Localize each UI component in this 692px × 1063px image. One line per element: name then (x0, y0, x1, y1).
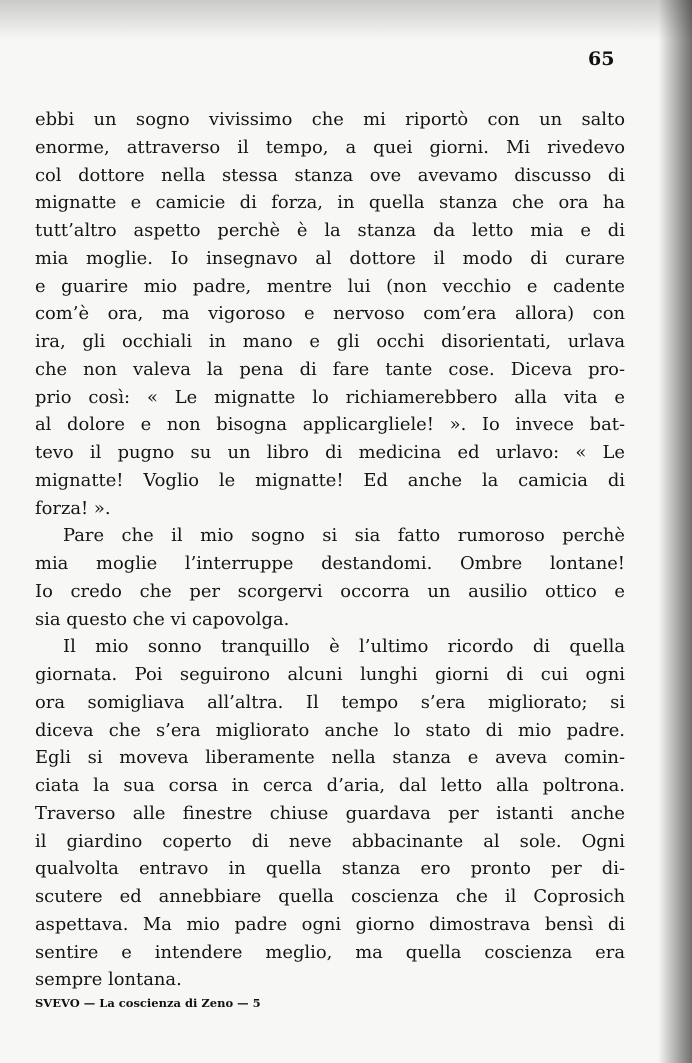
text-line: giornata. Poi seguirono alcuni lunghi giorni di cui ogni (35, 664, 625, 685)
body-text (35, 106, 625, 994)
text-line: Pare che il mio sogno si sia fatto rumoroso perchè (63, 525, 625, 547)
text-line: tutt’altro aspetto perchè è la stanza da letto mia e di (35, 220, 625, 241)
scan-edge-shadow (658, 0, 692, 1063)
text-line: mia moglie l’interruppe destandomi. Ombre lontane! (35, 553, 625, 574)
text-line: Egli si moveva liberamente nella stanza e aveva comin- (35, 747, 625, 769)
text-line: col dottore nella stessa stanza ove avevamo discusso di (35, 164, 625, 186)
text-line: mignatte e camicie di forza, in quella stanza che ora ha (35, 192, 625, 214)
text-line: sempre lontana. (35, 969, 182, 991)
text-line: ira, gli occhiali in mano e gli occhi disorientati, urlava (35, 331, 625, 352)
page-number: 65 (588, 48, 615, 70)
text-line: che non valeva la pena di fare tante cose. Diceva pro- (35, 358, 625, 380)
text-line: scutere ed annebbiare quella coscienza che il Coprosich (35, 886, 625, 907)
text-line: tevo il pugno su un libro di medicina ed urlavo: « Le (35, 442, 625, 463)
text-line: forza! ». (35, 497, 111, 519)
text-line: com’è ora, ma vigoroso e nervoso com’era allora) con (35, 303, 625, 325)
text-line: aspettava. Ma mio padre ogni giorno dimostrava bensì di (35, 913, 625, 935)
text-line: mignatte! Voglio le mignatte! Ed anche la camicia di (35, 469, 625, 491)
text-line: al dolore e non bisogna applicargliele! ». Io invece bat- (35, 414, 625, 436)
text-line: ora somigliava all’altra. Il tempo s’era migliorato; si (35, 691, 625, 713)
text-line: diceva che s’era migliorato anche lo stato di mio padre. (35, 719, 625, 741)
text-line: sia questo che vi capovolga. (35, 608, 290, 630)
text-line: prio così: « Le mignatte lo richiamerebbero alla vita e (35, 386, 625, 408)
text-line: Io credo che per scorgervi occorra un ausilio ottico e (35, 580, 625, 602)
text-line: il giardino coperto di neve abbacinante al sole. Ogni (35, 830, 625, 852)
text-line: Il mio sonno tranquillo è l’ultimo ricordo di quella (63, 636, 625, 658)
page-footer: SVEVO — La coscienza di Zeno — 5 (35, 996, 261, 1010)
text-line: sentire e intendere meglio, ma quella coscienza era (35, 941, 625, 963)
text-line: ebbi un sogno vivissimo che mi riportò con un salto (35, 109, 625, 130)
text-line: enorme, attraverso il tempo, a quei giorni. Mi rivedevo (35, 136, 625, 158)
text-line: ciata la sua corsa in cerca d’aria, dal letto alla poltrona. (35, 775, 625, 796)
text-line: Traverso alle finestre chiuse guardava per istanti anche (35, 802, 625, 824)
text-line: e guarire mio padre, mentre lui (non vecchio e cadente (35, 275, 625, 297)
text-line: qualvolta entravo in quella stanza ero pronto per di- (35, 858, 625, 880)
text-line: mia moglie. Io insegnavo al dottore il modo di curare (35, 247, 625, 269)
scan-top-shadow (0, 0, 692, 40)
